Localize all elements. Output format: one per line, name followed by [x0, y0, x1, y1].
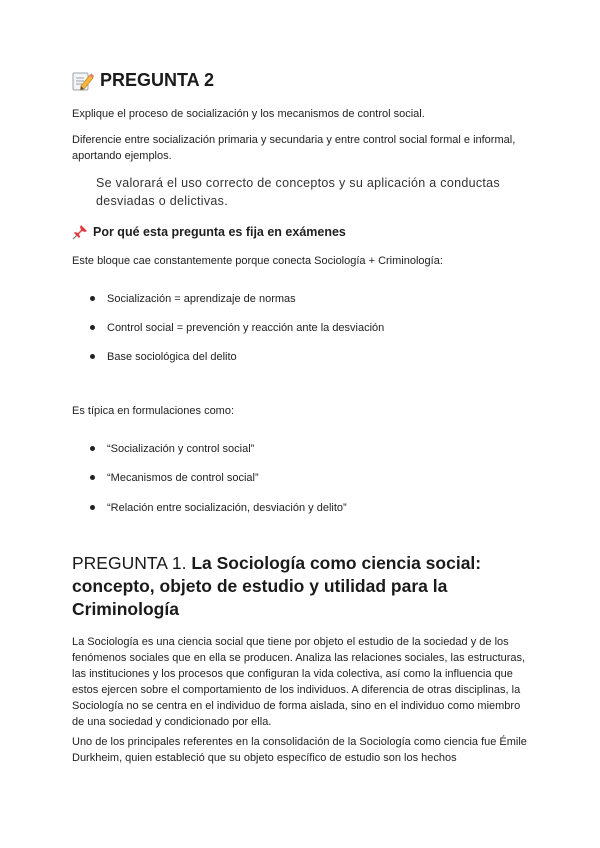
pregunta1-paragraph-2: Uno de los principales referentes en la consolidación de la Sociología como ciencia fue Émile Durkheim, quien estableció que su objeto específico de estudio son los hechos	[72, 736, 527, 764]
bullet-dot	[90, 325, 95, 330]
pregunta1-heading-lead: PREGUNTA 1.	[72, 553, 187, 573]
fija-intro-2: Es típica en formulaciones como:	[72, 405, 235, 417]
pregunta1-heading	[72, 552, 528, 621]
list-item	[90, 349, 237, 365]
list-item-text: Control social = prevención y reacción ante la desviación	[107, 322, 385, 334]
bullet-dot	[90, 354, 95, 359]
fija-heading-text: Por qué esta pregunta es fija en exámenes	[93, 225, 346, 239]
list-item-text: Base sociológica del delito	[107, 351, 237, 363]
pregunta2-heading-text: PREGUNTA 2	[100, 70, 215, 90]
pregunta2-heading	[72, 70, 214, 91]
list-item	[90, 470, 259, 486]
bullet-dot	[90, 446, 95, 451]
pushpin-icon	[72, 224, 88, 240]
pregunta1-heading-rest: La Sociología como ciencia social: concepto, objeto de estudio y utilidad para la Criminología	[72, 553, 482, 619]
list-item	[90, 320, 384, 336]
fija-heading	[72, 224, 346, 240]
list-item	[90, 441, 254, 457]
fija-intro: Este bloque cae constantemente porque conecta Sociología + Criminología:	[72, 255, 443, 267]
pregunta2-paragraph-1: Explique el proceso de socialización y los mecanismos de control social.	[72, 108, 425, 120]
list-item-text: “Relación entre socialización, desviación y delito”	[107, 502, 347, 514]
list-item-text: Socialización = aprendizaje de normas	[107, 293, 296, 305]
list-item	[90, 291, 296, 307]
list-item	[90, 500, 347, 516]
list-item-text: “Socialización y control social”	[107, 443, 255, 455]
pregunta2-quote: Se valorará el uso correcto de conceptos y su aplicación a conductas desviadas o delictivas.	[96, 176, 500, 208]
bullet-dot	[90, 296, 95, 301]
list-item-text: “Mecanismos de control social”	[107, 472, 259, 484]
bullet-dot	[90, 475, 95, 480]
bullet-dot	[90, 505, 95, 510]
memo-icon	[72, 71, 94, 91]
pregunta1-paragraph-1: La Sociología es una ciencia social que tiene por objeto el estudio de la sociedad y de los fenómenos sociales que en ella se producen. Analiza las relaciones sociales, las estructuras, las instituciones y los procesos que configuran la vida colectiva, así como la influencia que estos ejercen sobre el comportamiento de los individuos. A diferencia de otras disciplinas, la Sociología no se centra en el individuo de forma aislada, sino en el individuo como miembro de una sociedad y condicionado por ella.	[72, 636, 526, 728]
pregunta2-paragraph-2: Diferencie entre socialización primaria y secundaria y entre control social formal e informal, aportando ejemplos.	[72, 134, 516, 162]
